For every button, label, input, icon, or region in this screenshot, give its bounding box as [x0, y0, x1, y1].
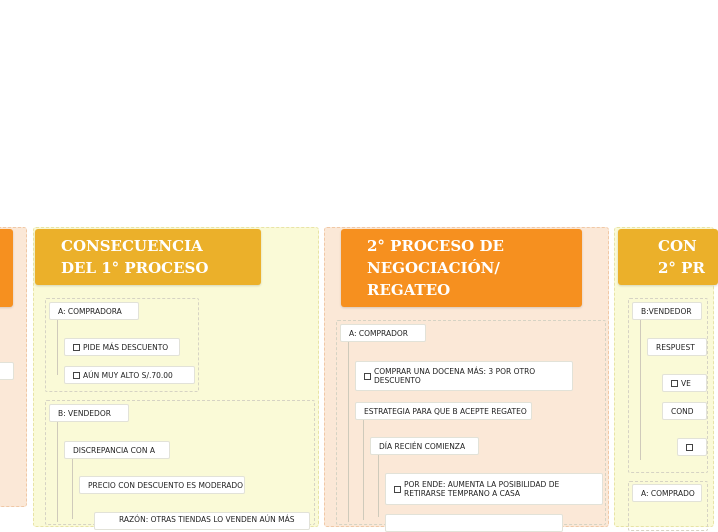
- proceso-2-title-line3: REGATEO: [367, 281, 451, 299]
- razon-label: RAZÓN: OTRAS TIENDAS LO VENDEN AÚN MÁS: [119, 515, 295, 524]
- next-node-partial[interactable]: [385, 514, 563, 532]
- checkbox-icon[interactable]: [394, 486, 401, 493]
- consecuencia-2-title-line2: 2° PR: [658, 259, 705, 277]
- comprador-node-3[interactable]: [632, 484, 702, 502]
- proceso-2-title-line2: NEGOCIACIÓN/: [367, 259, 500, 277]
- precio-moderado-node[interactable]: [79, 476, 245, 494]
- left-partial-node[interactable]: [0, 362, 14, 380]
- checkbox-icon[interactable]: [686, 444, 693, 451]
- connector-line: [363, 420, 364, 520]
- ve-node[interactable]: [662, 374, 707, 392]
- connector-line: [348, 342, 349, 522]
- comprador-label-1: A: COMPRADORA: [58, 306, 122, 316]
- connector-line: [640, 320, 641, 460]
- consecuencia-1-title-line2: DEL 1° PROCESO: [61, 259, 209, 277]
- checkbox-icon[interactable]: [671, 380, 678, 387]
- respuesta-label: RESPUEST: [656, 342, 695, 352]
- connector-line: [57, 422, 58, 522]
- cond-child-node[interactable]: [677, 438, 707, 456]
- checkbox-icon[interactable]: [73, 372, 80, 379]
- precio-alto-label: AÚN MUY ALTO S/.70.00: [83, 370, 173, 380]
- discrepancia-node[interactable]: [64, 441, 170, 459]
- proceso-2-header[interactable]: [341, 229, 582, 307]
- dia-label: DÍA RECIÉN COMIENZA: [379, 441, 466, 451]
- comprador-label-2: A: COMPRADOR: [349, 328, 408, 338]
- checkbox-icon[interactable]: [364, 373, 371, 380]
- cond-label: COND: [671, 406, 694, 416]
- estrategia-label: ESTRATEGIA PARA QUE B ACEPTE REGATEO: [364, 406, 527, 416]
- dia-node[interactable]: [370, 437, 479, 455]
- proceso-2-title-line1: 2° PROCESO DE: [367, 237, 504, 255]
- vendedor-node-1[interactable]: [49, 404, 129, 422]
- ve-label: VE: [681, 378, 691, 388]
- por-ende-node[interactable]: [385, 473, 603, 505]
- consecuencia-2-title-line1: CON: [658, 237, 697, 255]
- comprador-node-2[interactable]: [340, 324, 426, 342]
- pide-descuento-node[interactable]: [64, 338, 180, 356]
- vendedor-label-1: B: VENDEDOR: [58, 408, 111, 418]
- cond-node[interactable]: [662, 402, 707, 420]
- checkbox-icon[interactable]: [73, 344, 80, 351]
- discrepancia-label: DISCREPANCIA CON A: [73, 445, 155, 455]
- docena-label: COMPRAR UNA DOCENA MÁS: 3 POR OTRO DESCUENTO: [374, 367, 536, 385]
- connector-line: [72, 459, 73, 519]
- vendedor-node-2[interactable]: [632, 302, 702, 320]
- vendedor-label-2: B:VENDEDOR: [641, 306, 692, 316]
- consecuencia-1-header[interactable]: [35, 229, 261, 285]
- connector-line: [378, 455, 379, 517]
- pide-descuento-label: PIDE MÁS DESCUENTO: [83, 342, 169, 352]
- connector-line: [57, 320, 58, 375]
- precio-moderado-label: PRECIO CON DESCUENTO ES MODERADO: [88, 480, 244, 490]
- estrategia-node[interactable]: [355, 402, 532, 420]
- left-partial-header: [0, 229, 13, 307]
- por-ende-label: POR ENDE: AUMENTA LA POSIBILIDAD DE RETIRARSE TEMPRANO A CASA: [404, 480, 560, 498]
- respuesta-node[interactable]: [647, 338, 707, 356]
- comprador-label-3: A: COMPRADO: [641, 488, 695, 498]
- consecuencia-1-title-line1: CONSECUENCIA: [61, 237, 203, 255]
- precio-alto-node[interactable]: [64, 366, 195, 384]
- comprador-node-1[interactable]: [49, 302, 139, 320]
- docena-node[interactable]: [355, 361, 573, 391]
- consecuencia-2-header[interactable]: [618, 229, 718, 285]
- razon-node[interactable]: [94, 512, 310, 530]
